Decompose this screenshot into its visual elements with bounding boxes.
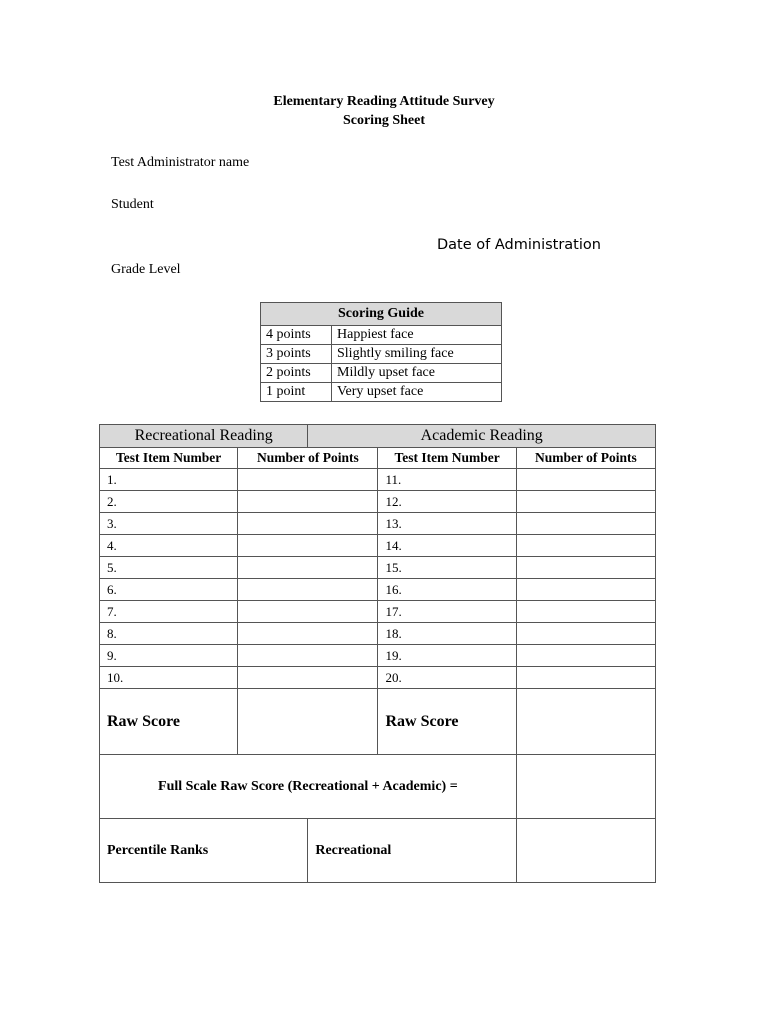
recreational-item-number: 3. bbox=[100, 513, 238, 535]
recreational-item-number: 10. bbox=[100, 667, 238, 689]
academic-item-number: 17. bbox=[378, 601, 516, 623]
score-item-row bbox=[100, 579, 656, 601]
academic-reading-heading: Academic Reading bbox=[308, 425, 656, 448]
recreational-points-cell[interactable] bbox=[238, 535, 378, 557]
academic-points-cell[interactable] bbox=[516, 557, 655, 579]
score-item-row bbox=[100, 513, 656, 535]
scoring-guide-points: 3 points bbox=[261, 345, 332, 364]
grade-level-label: Grade Level bbox=[111, 262, 181, 277]
scoring-guide-meaning: Happiest face bbox=[332, 326, 502, 345]
academic-points-cell[interactable] bbox=[516, 623, 655, 645]
academic-points-cell[interactable] bbox=[516, 645, 655, 667]
scoring-guide-points: 1 point bbox=[261, 383, 332, 402]
score-table bbox=[99, 424, 656, 883]
academic-item-number: 11. bbox=[378, 469, 516, 491]
scoring-guide-table bbox=[260, 302, 502, 402]
score-item-row bbox=[100, 601, 656, 623]
percentile-recreational-cell[interactable] bbox=[516, 819, 655, 883]
recreational-item-number: 5. bbox=[100, 557, 238, 579]
recreational-item-number: 7. bbox=[100, 601, 238, 623]
academic-item-number: 12. bbox=[378, 491, 516, 513]
scoring-guide-points: 2 points bbox=[261, 364, 332, 383]
academic-points-cell[interactable] bbox=[516, 667, 655, 689]
scoring-guide-meaning: Slightly smiling face bbox=[332, 345, 502, 364]
score-item-row bbox=[100, 491, 656, 513]
scoring-guide-meaning: Mildly upset face bbox=[332, 364, 502, 383]
academic-item-number: 14. bbox=[378, 535, 516, 557]
recreational-points-cell[interactable] bbox=[238, 491, 378, 513]
score-item-row bbox=[100, 469, 656, 491]
student-label: Student bbox=[111, 197, 154, 212]
scoring-guide-row bbox=[261, 383, 502, 402]
academic-item-number-header: Test Item Number bbox=[378, 448, 516, 469]
academic-points-cell[interactable] bbox=[516, 491, 655, 513]
document-title: Elementary Reading Attitude Survey bbox=[273, 94, 495, 109]
scoring-guide-row bbox=[261, 326, 502, 345]
scoring-guide-row bbox=[261, 345, 502, 364]
recreational-points-cell[interactable] bbox=[238, 623, 378, 645]
academic-points-cell[interactable] bbox=[516, 513, 655, 535]
academic-item-number: 16. bbox=[378, 579, 516, 601]
recreational-points-cell[interactable] bbox=[238, 667, 378, 689]
academic-raw-score-label: Raw Score bbox=[378, 689, 516, 755]
score-item-row bbox=[100, 557, 656, 579]
full-scale-raw-score-cell[interactable] bbox=[516, 755, 655, 819]
academic-raw-score-cell[interactable] bbox=[516, 689, 655, 755]
score-item-row bbox=[100, 667, 656, 689]
recreational-points-cell[interactable] bbox=[238, 557, 378, 579]
percentile-recreational-label: Recreational bbox=[308, 819, 516, 883]
score-item-row bbox=[100, 623, 656, 645]
academic-points-header: Number of Points bbox=[516, 448, 655, 469]
document-subtitle: Scoring Sheet bbox=[342, 113, 426, 128]
full-scale-raw-score-label: Full Scale Raw Score (Recreational + Academic) = bbox=[100, 755, 517, 819]
scoring-guide-points: 4 points bbox=[261, 326, 332, 345]
academic-item-number: 13. bbox=[378, 513, 516, 535]
recreational-item-number: 9. bbox=[100, 645, 238, 667]
recreational-points-cell[interactable] bbox=[238, 579, 378, 601]
recreational-raw-score-cell[interactable] bbox=[238, 689, 378, 755]
academic-points-cell[interactable] bbox=[516, 469, 655, 491]
score-item-row bbox=[100, 645, 656, 667]
scoring-guide-row bbox=[261, 364, 502, 383]
score-item-row bbox=[100, 535, 656, 557]
recreational-item-number-header: Test Item Number bbox=[100, 448, 238, 469]
recreational-item-number: 6. bbox=[100, 579, 238, 601]
academic-item-number: 20. bbox=[378, 667, 516, 689]
academic-points-cell[interactable] bbox=[516, 601, 655, 623]
scoring-guide-meaning: Very upset face bbox=[332, 383, 502, 402]
recreational-points-cell[interactable] bbox=[238, 469, 378, 491]
recreational-reading-heading: Recreational Reading bbox=[100, 425, 308, 448]
academic-points-cell[interactable] bbox=[516, 579, 655, 601]
recreational-raw-score-label: Raw Score bbox=[100, 689, 238, 755]
administrator-name-label: Test Administrator name bbox=[111, 155, 250, 170]
academic-item-number: 19. bbox=[378, 645, 516, 667]
scoring-guide-heading: Scoring Guide bbox=[261, 303, 502, 326]
date-of-administration-label: Date of Administration bbox=[437, 237, 601, 253]
recreational-points-header: Number of Points bbox=[238, 448, 378, 469]
recreational-item-number: 4. bbox=[100, 535, 238, 557]
recreational-points-cell[interactable] bbox=[238, 513, 378, 535]
academic-item-number: 18. bbox=[378, 623, 516, 645]
academic-item-number: 15. bbox=[378, 557, 516, 579]
academic-points-cell[interactable] bbox=[516, 535, 655, 557]
recreational-item-number: 1. bbox=[100, 469, 238, 491]
percentile-ranks-label: Percentile Ranks bbox=[100, 819, 308, 883]
recreational-points-cell[interactable] bbox=[238, 601, 378, 623]
recreational-item-number: 2. bbox=[100, 491, 238, 513]
recreational-points-cell[interactable] bbox=[238, 645, 378, 667]
recreational-item-number: 8. bbox=[100, 623, 238, 645]
